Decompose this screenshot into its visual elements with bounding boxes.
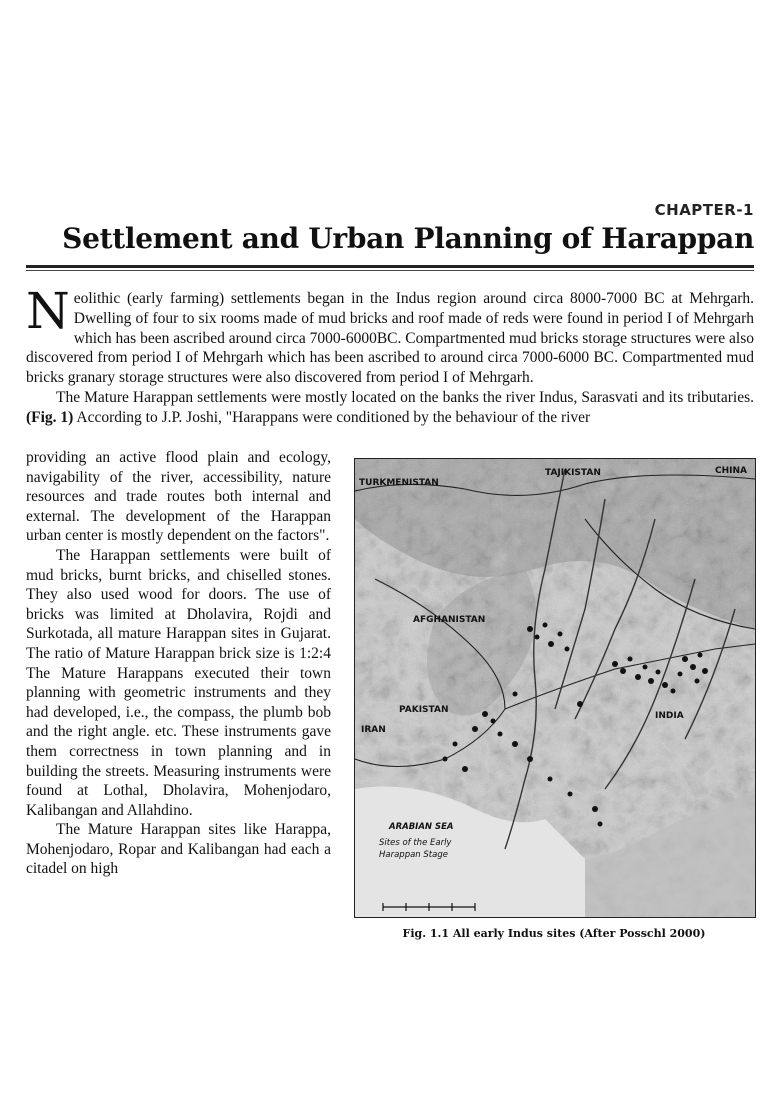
title-rule-thin	[26, 270, 754, 271]
label-india: INDIA	[655, 711, 684, 721]
chapter-label: CHAPTER-1	[654, 201, 754, 219]
label-pakistan: PAKISTAN	[399, 705, 449, 715]
intro-paragraph-1	[26, 282, 754, 388]
label-china: CHINA	[715, 466, 747, 476]
map-figure	[354, 458, 756, 918]
left-paragraph-continued: providing an active flood plain and ecology, navigability of the river, accessibility, nature resources and trade routes both internal and external. The development of the Harappan urban center is mostly dependent on the factors".	[26, 449, 331, 545]
label-afghanistan: AFGHANISTAN	[413, 615, 486, 625]
intro-paragraph-1-text: eolithic (early farming) settlements began in the Indus region around circa 8000-7000 BC at Mehrgarh. Dwelling of four to six rooms made of mud bricks and roof made of reds were found in period I of Mehrgarh which has been ascribed around circa 7000-6000BC. Compartmented mud bricks storage structures were also discovered from period I of Mehrgarh which has been ascribed to around circa 7000-6000 BC. Compartmented mud bricks granary storage structures were also discovered from period I of Mehrgarh.	[26, 290, 754, 387]
title-rule	[26, 265, 754, 268]
intro-text	[26, 282, 754, 428]
left-paragraph-sites: The Mature Harappan sites like Harappa, Mohenjodaro, Ropar and Kalibangan had each a citadel on high	[26, 821, 331, 878]
intro-paragraph-2	[26, 388, 754, 428]
intro-paragraph-2b: According to J.P. Joshi, "Harappans were conditioned by the behaviour of the river	[76, 408, 591, 426]
label-iran: IRAN	[361, 725, 386, 735]
label-arabian-sea: ARABIAN SEA	[389, 822, 454, 832]
page-title: Settlement and Urban Planning of Harappan	[62, 222, 754, 255]
label-turkmenistan: TURKMENISTAN	[359, 478, 439, 488]
legend-line-1: Sites of the Early	[379, 838, 452, 848]
label-tajikistan: TAJIKISTAN	[545, 468, 601, 478]
intro-paragraph-2a: The Mature Harappan settlements were mostly located on the banks the river Indus, Sarasvati and its tributaries.	[56, 388, 754, 406]
left-paragraph-bricks: The Harappan settlements were built of mud bricks, burnt bricks, and chiselled stones. They also used wood for doors. The use of bricks was limited at Dholavira, Rojdi and Surkotada, all mature Harappan sites in Gujarat. The ratio of Mature Harappan brick size is 1:2:4 The Mature Harappans executed their town planning with geometric instruments and they had developed, i.e., the compass, the plumb bob and the right angle. etc. These instruments gave them correctness in town planning and in building the streets. Measuring instruments were found at Lothal, Dholavira, Mohenjodaro, Kalibangan and Allahdino.	[26, 546, 331, 819]
figure-caption: Fig. 1.1 All early Indus sites (After Posschl 2000)	[402, 927, 706, 940]
figure-reference: (Fig. 1)	[26, 408, 74, 426]
legend-line-2: Harappan Stage	[379, 850, 448, 860]
early-indus-sites-map	[355, 459, 755, 917]
drop-cap: N	[26, 282, 70, 340]
left-column-text	[26, 448, 331, 879]
